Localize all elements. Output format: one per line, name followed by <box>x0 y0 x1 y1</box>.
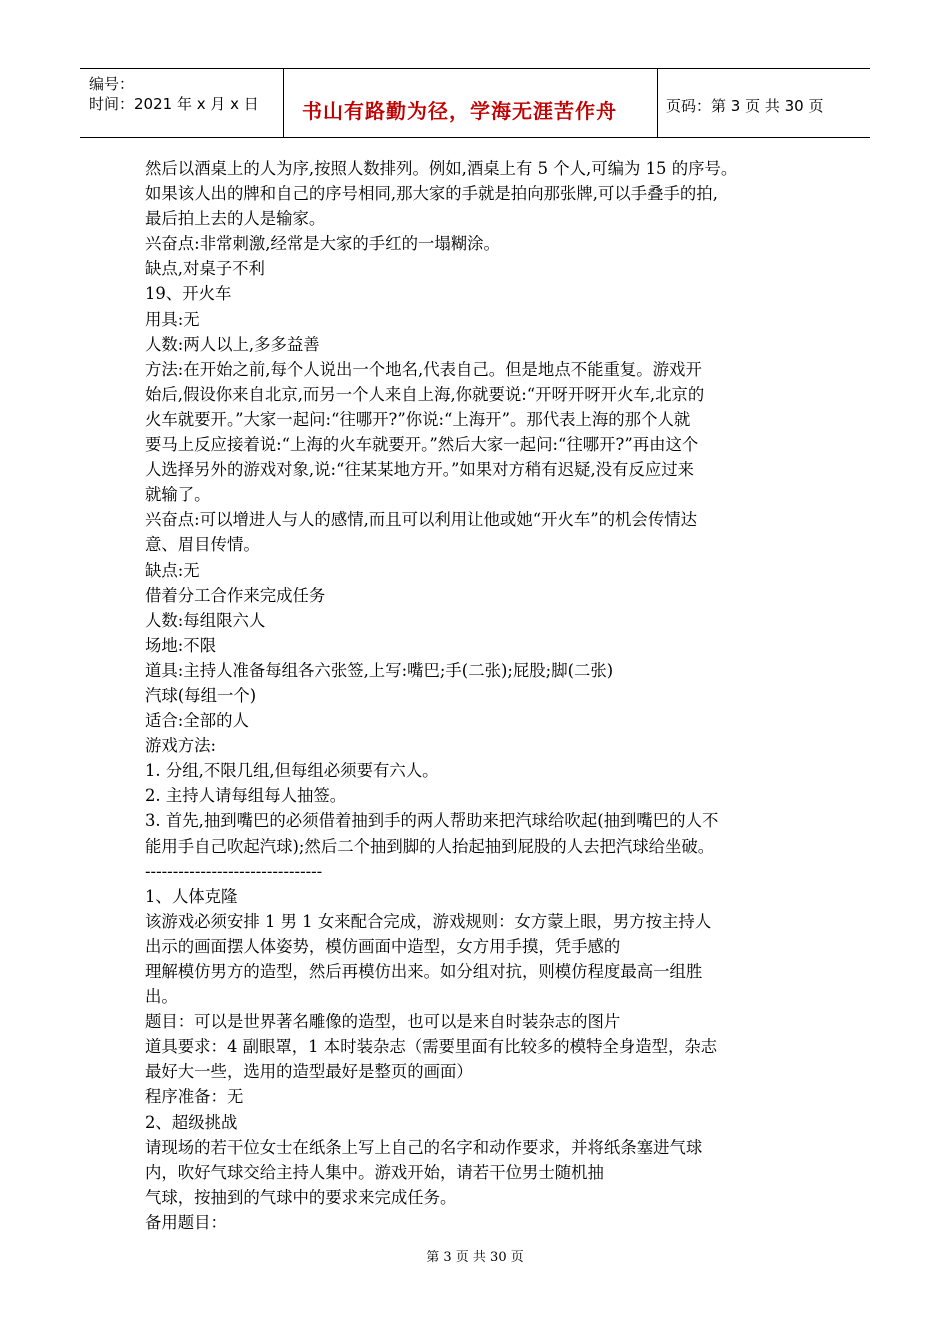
body-line: 缺点:无 <box>145 560 200 580</box>
body-line: 能用手自己吹起汽球);然后二个抽到脚的人抬起抽到屁股的人去把汽球给坐破。 <box>145 836 715 856</box>
body-line: 意、眉目传情。 <box>145 535 260 555</box>
body-line: 人数:两人以上,多多益善 <box>145 334 320 354</box>
body-line: 方法:在开始之前,每个人说出一个地名,代表自己。但是地点不能重复。游戏开 <box>145 359 702 379</box>
header-info-cell <box>80 69 284 137</box>
body-line: 始后,假设你来自北京,而另一个人来自上海,你就要说:“开呀开呀开火车,北京的 <box>145 384 705 404</box>
body-line: 2. 主持人请每组每人抽签。 <box>145 786 347 806</box>
body-line: 出。 <box>145 987 178 1007</box>
body-line: 气球，按抽到的气球中的要求来完成任务。 <box>145 1187 457 1207</box>
body-line: 兴奋点:可以增进人与人的感情,而且可以利用让他或她“开火车”的机会传情达 <box>145 510 697 530</box>
body-line: 19、开火车 <box>145 284 232 304</box>
body-line: 1、人体克隆 <box>145 886 238 906</box>
body-line: 出示的画面摆人体姿势，模仿画面中造型，女方用手摸，凭手感的 <box>145 936 621 956</box>
body-line: 借着分工合作来完成任务 <box>145 585 326 605</box>
document-body <box>145 156 825 1235</box>
body-line: 该游戏必须安排 1 男 1 女来配合完成，游戏规则：女方蒙上眼，男方按主持人 <box>145 911 712 931</box>
body-line: 游戏方法: <box>145 736 217 756</box>
body-line: 如果该人出的牌和自己的序号相同,那大家的手就是拍向那张牌,可以手叠手的拍, <box>145 184 718 204</box>
body-line: 道具:主持人准备每组各六张签,上写:嘴巴;手(二张);屁股;脚(二张) <box>145 660 614 680</box>
body-line: 缺点,对桌子不利 <box>145 259 265 279</box>
body-line: 内，吹好气球交给主持人集中。游戏开始，请若干位男士随机抽 <box>145 1162 604 1182</box>
motto-text: 书山有路勤为径，学海无涯苦作舟 <box>302 99 617 123</box>
body-line: 备用题目： <box>145 1212 227 1232</box>
body-line: 道具要求：4 副眼罩，1 本时装杂志（需要里面有比较多的模特全身造型，杂志 <box>145 1037 718 1057</box>
body-line: -------------------------------- <box>145 861 323 881</box>
body-line: 要马上反应接着说:“上海的火车就要开。”然后大家一起问:“往哪开?”再由这个 <box>145 435 699 455</box>
body-line: 程序准备：无 <box>145 1087 244 1107</box>
body-line: 1. 分组,不限几组,但每组必须要有六人。 <box>145 761 439 781</box>
body-line: 理解模仿男方的造型，然后再模仿出来。如分组对抗，则模仿程度最高一组胜 <box>145 962 703 981</box>
body-line: 最好大一些，选用的造型最好是整页的画面） <box>145 1062 473 1082</box>
body-line: 适合:全部的人 <box>145 711 249 731</box>
date-label: 时间：2021 年 x 月 x 日 <box>89 95 259 113</box>
number-label: 编号： <box>89 75 135 93</box>
body-line: 然后以酒桌上的人为序,按照人数排列。例如,酒桌上有 5 个人,可编为 15 的序号。 <box>145 159 738 178</box>
body-line: 人选择另外的游戏对象,说:“往某某地方开。”如果对方稍有迟疑,没有反应过来 <box>145 460 694 480</box>
body-line: 汽球(每组一个) <box>145 685 257 705</box>
body-line: 最后拍上去的人是输家。 <box>145 209 326 229</box>
body-line: 题目：可以是世界著名雕像的造型，也可以是来自时装杂志的图片 <box>145 1012 621 1032</box>
body-line: 3. 首先,抽到嘴巴的必须借着抽到手的两人帮助来把汽球给吹起(抽到嘴巴的人不 <box>145 811 719 831</box>
body-line: 就输了。 <box>145 485 211 505</box>
header-page-cell <box>658 69 870 137</box>
body-line: 场地:不限 <box>145 635 217 655</box>
page-header <box>80 68 870 138</box>
body-line: 2、超级挑战 <box>145 1112 238 1132</box>
body-line: 火车就要开。”大家一起问:“往哪开?”你说:“上海开”。那代表上海的那个人就 <box>145 409 691 429</box>
page-number-label: 页码：第 3 页 共 30 页 <box>666 97 824 115</box>
body-line: 人数:每组限六人 <box>145 610 266 630</box>
body-line: 用具:无 <box>145 309 200 329</box>
header-motto-cell <box>284 69 658 137</box>
body-line: 兴奋点:非常刺激,经常是大家的手红的一塌糊涂。 <box>145 234 500 254</box>
page-footer: 第 3 页 共 30 页 <box>426 1250 524 1265</box>
body-line: 请现场的若干位女士在纸条上写上自己的名字和动作要求，并将纸条塞进气球 <box>145 1137 703 1157</box>
